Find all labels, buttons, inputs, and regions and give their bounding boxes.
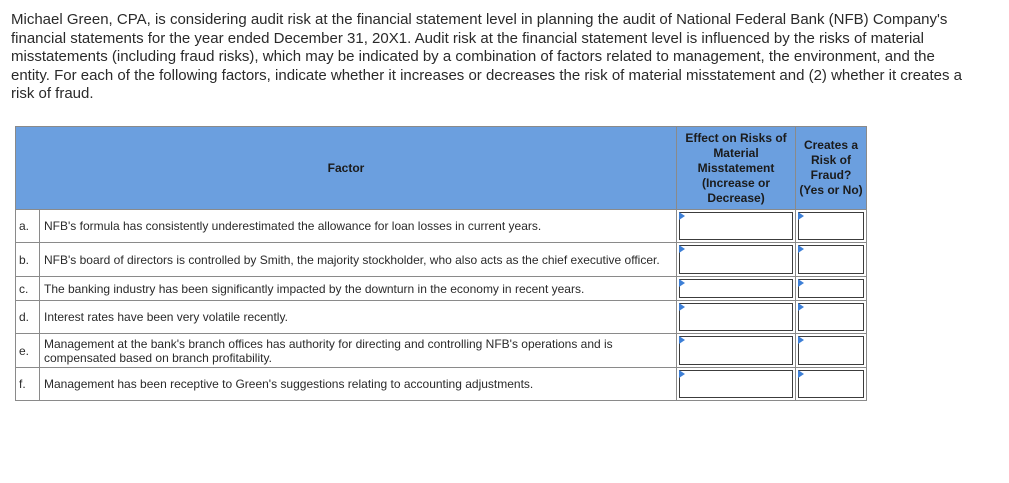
dropdown-marker-icon xyxy=(798,303,804,311)
table-row xyxy=(16,334,867,368)
dropdown-marker-icon xyxy=(798,336,804,344)
question-intro: Michael Green, CPA, is considering audit risk at the financial statement level in planning the audit of National Federal Bank (NFB) Company's financial statements for the year ended December 31, 20X1. Audit risk at the financial statement level is influenced by the risks of material misstatements (including fraud risks), which may be indicated by a combination of factors related to management, the environment, and the entity. For each of the following factors, indicate whether it increases or decreases the risk of material misstatement and (2) whether it creates a risk of fraud. xyxy=(11,11,962,103)
effect-dropdown[interactable] xyxy=(677,210,796,243)
dropdown-marker-icon xyxy=(798,212,804,220)
fraud-dropdown[interactable] xyxy=(796,210,867,243)
effect-dropdown[interactable] xyxy=(677,243,796,277)
factor-text: Management at the bank's branch offices has authority for directing and controlling NFB's operations and is compensated based on branch profitability. xyxy=(40,334,677,368)
factor-text: Interest rates have been very volatile recently. xyxy=(40,301,677,334)
row-letter: e. xyxy=(16,334,40,368)
dropdown-marker-icon xyxy=(679,245,685,253)
factor-text: NFB's formula has consistently underestimated the allowance for loan losses in current years. xyxy=(40,210,677,243)
factor-table xyxy=(15,126,867,401)
fraud-dropdown[interactable] xyxy=(796,243,867,277)
effect-dropdown[interactable] xyxy=(677,301,796,334)
dropdown-marker-icon xyxy=(798,245,804,253)
fraud-dropdown[interactable] xyxy=(796,334,867,368)
factor-header: Factor xyxy=(16,127,677,210)
table-row xyxy=(16,243,867,277)
table-row xyxy=(16,301,867,334)
table-row xyxy=(16,210,867,243)
fraud-dropdown[interactable] xyxy=(796,277,867,301)
dropdown-marker-icon xyxy=(798,370,804,378)
row-letter: b. xyxy=(16,243,40,277)
factor-text: NFB's board of directors is controlled by Smith, the majority stockholder, who also acts as the chief executive officer. xyxy=(40,243,677,277)
factor-text: The banking industry has been significantly impacted by the downturn in the economy in recent years. xyxy=(40,277,677,301)
fraud-dropdown[interactable] xyxy=(796,368,867,401)
factor-text: Management has been receptive to Green's suggestions relating to accounting adjustments. xyxy=(40,368,677,401)
dropdown-marker-icon xyxy=(679,370,685,378)
effect-dropdown[interactable] xyxy=(677,334,796,368)
effect-dropdown[interactable] xyxy=(677,368,796,401)
row-letter: a. xyxy=(16,210,40,243)
table-row xyxy=(16,277,867,301)
dropdown-marker-icon xyxy=(798,279,804,287)
effect-dropdown[interactable] xyxy=(677,277,796,301)
row-letter: c. xyxy=(16,277,40,301)
dropdown-marker-icon xyxy=(679,303,685,311)
row-letter: f. xyxy=(16,368,40,401)
dropdown-marker-icon xyxy=(679,212,685,220)
effect-header: Effect on Risks of Material Misstatement (Increase or Decrease) xyxy=(677,127,796,210)
table-row xyxy=(16,368,867,401)
row-letter: d. xyxy=(16,301,40,334)
fraud-header: Creates a Risk of Fraud? (Yes or No) xyxy=(796,127,867,210)
dropdown-marker-icon xyxy=(679,336,685,344)
fraud-dropdown[interactable] xyxy=(796,301,867,334)
dropdown-marker-icon xyxy=(679,279,685,287)
